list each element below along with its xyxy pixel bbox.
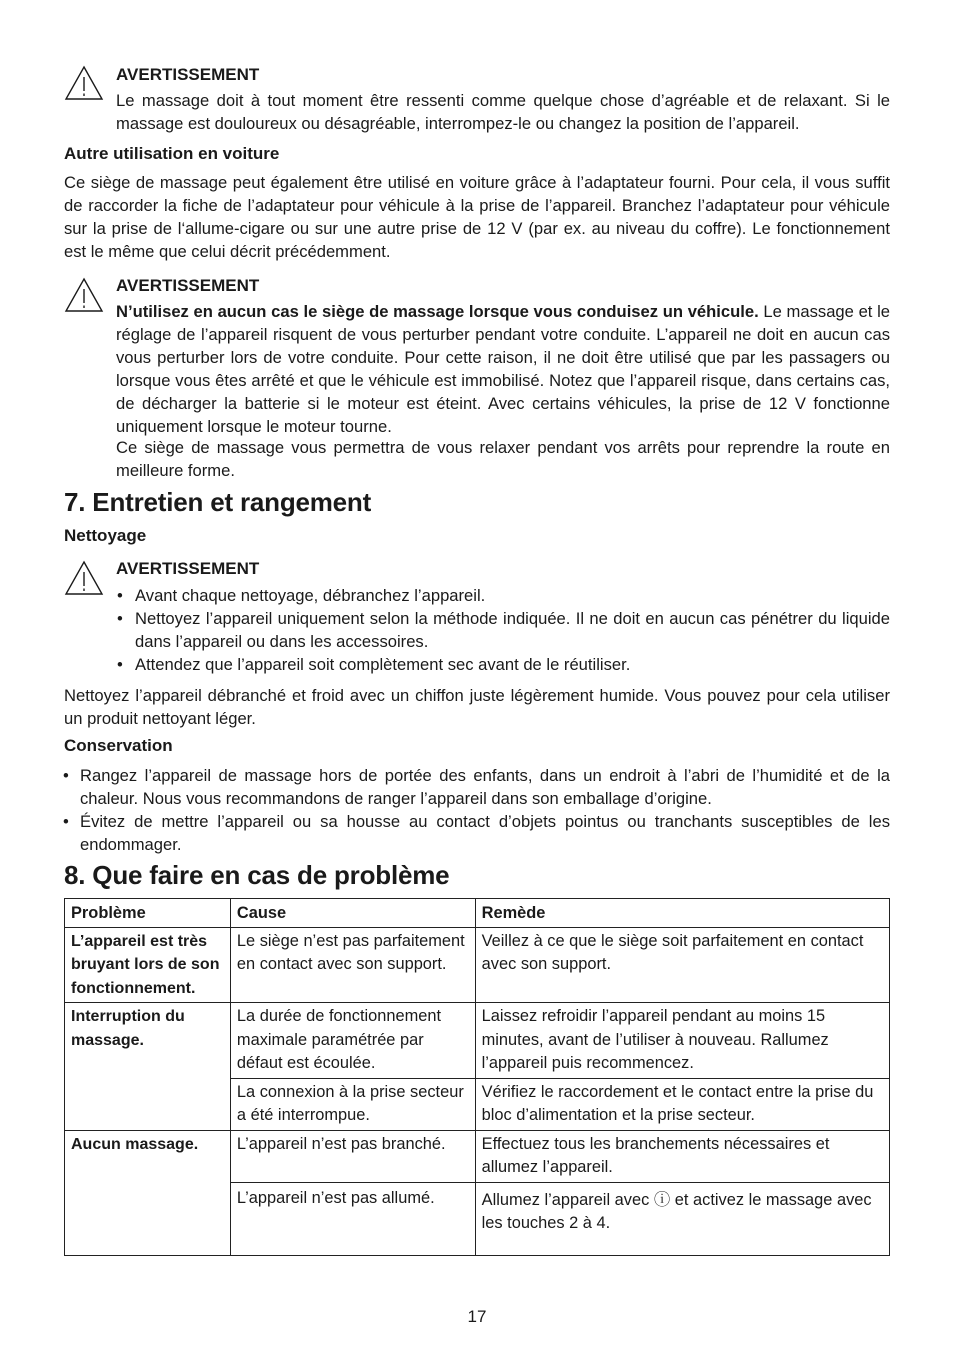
page-number: 17 [467, 1307, 487, 1326]
remedy-cell: Laissez refroidir l’appareil pendant au moins 15 minutes, avant de l’utiliser à nouveau. Rallumez l’appareil puis recommencez. [475, 1003, 889, 1079]
cleaning-text: Nettoyez l’appareil débranché et froid avec un chiffon juste légèrement humide. Vous pouvez pour cela utiliser un produit nettoyant léger. [64, 686, 890, 728]
warning-body-text: Le massage et le réglage de l’appareil risquent de vous perturber pendant votre conduite. L’appareil ne doit en aucun cas vous perturber lors de votre conduite. Pour cette raison, il ne doit être utilisé que par les passagers ou lorsque vous êtes arrêté et que le véhicule est immobilisé. Notez que l’appareil risque, dans certains cas, de décharger la batterie si le moteur est éteint. Avec certains véhicules, la prise de 12 V fonctionne uniquement lorsque le moteur tourne. [116, 302, 891, 436]
section-title: 8. Que faire en cas de problème [64, 860, 450, 890]
warning-title: AVERTISSEMENT [116, 559, 260, 578]
car-use-heading: Autre utilisation en voiture [64, 144, 280, 163]
warning-triangle-icon [64, 65, 104, 101]
remedy-text: Allumez l’appareil avec [481, 1190, 650, 1209]
power-icon: ⓘ [653, 1190, 671, 1209]
list-item: • Attendez que l’appareil soit complètement sec avant de le réutiliser. [116, 653, 890, 676]
section-title: 7. Entretien et rangement [64, 487, 372, 517]
list-item: • Avant chaque nettoyage, débranchez l’appareil. [116, 584, 890, 607]
warning-title: AVERTISSEMENT [116, 276, 260, 295]
warning-text [116, 300, 890, 438]
table-row [65, 927, 890, 1003]
cleaning-warning-list [116, 584, 890, 676]
remedy-cell [475, 1182, 889, 1255]
warning-triangle-icon [64, 560, 104, 596]
column-header-remedy: Remède [475, 899, 889, 928]
cause-cell: L’appareil n’est pas branché. [230, 1130, 475, 1182]
column-header-problem: Problème [65, 899, 231, 928]
warning-title: AVERTISSEMENT [116, 65, 260, 84]
cause-cell: Le siège n’est pas parfaitement en contact avec son support. [230, 927, 475, 1003]
cause-cell: La durée de fonctionnement maximale paramétrée par défaut est écoulée. [230, 1003, 475, 1079]
cleaning-heading: Nettoyage [64, 526, 147, 545]
storage-list [62, 764, 890, 856]
warning-text-2: Ce siège de massage vous permettra de vous relaxer pendant vos arrêts pour reprendre la route en meilleure forme. [116, 438, 890, 480]
table-row [65, 1130, 890, 1182]
column-header-cause: Cause [230, 899, 475, 928]
problem-cell: Interruption du massage. [65, 1003, 231, 1131]
table-row [65, 1003, 890, 1079]
remedy-cell: Vérifiez le raccordement et le contact entre la prise du bloc d’alimentation et la prise secteur. [475, 1078, 889, 1130]
remedy-cell: Effectuez tous les branchements nécessaires et allumez l’appareil. [475, 1130, 889, 1182]
remedy-cell: Veillez à ce que le siège soit parfaitement en contact avec son support. [475, 927, 889, 1003]
storage-heading: Conservation [64, 736, 173, 755]
car-use-text: Ce siège de massage peut également être utilisé en voiture grâce à l’adaptateur fourni. Pour cela, il vous suffit de raccorder la fiche de l’adaptateur pour véhicule à la prise de l’appareil. Branchez l’adaptateur pour véhicule sur la prise de l‘allume-cigare ou sur une autre prise de 12 V (par ex. au niveau du coffre). Le fonctionnement est le même que celui décrit précédemment. [64, 173, 890, 261]
troubleshooting-table [64, 898, 890, 1256]
warning-bold-text: N’utilisez en aucun cas le siège de massage lorsque vous conduisez un véhicule. [116, 302, 759, 321]
list-item: • Nettoyez l’appareil uniquement selon la méthode indiquée. Il ne doit en aucun cas pénétrer du liquide dans l’appareil ou dans les accessoires. [116, 607, 890, 653]
remedy-text: et activez le massage avec les touches 2 à 4. [481, 1190, 872, 1232]
cause-cell: L’appareil n’est pas allumé. [230, 1182, 475, 1255]
cause-cell: La connexion à la prise secteur a été interrompue. [230, 1078, 475, 1130]
list-item: • Rangez l’appareil de massage hors de portée des enfants, dans un endroit à l’abri de l’humidité et de la chaleur. Nous vous recommandons de ranger l’appareil dans son emballage d’origine. [62, 764, 890, 810]
warning-text: Le massage doit à tout moment être ressenti comme quelque chose d’agréable et de relaxant. Si le massage est douloureux ou désagréable, interrompez-le ou changez la position de l’appareil. [116, 91, 890, 133]
list-item: • Évitez de mettre l’appareil ou sa housse au contact d’objets pointus ou tranchants susceptibles de les endommager. [62, 810, 890, 856]
problem-cell: Aucun massage. [65, 1130, 231, 1255]
problem-cell: L’appareil est très bruyant lors de son fonctionnement. [65, 927, 231, 1003]
warning-triangle-icon [64, 277, 104, 313]
